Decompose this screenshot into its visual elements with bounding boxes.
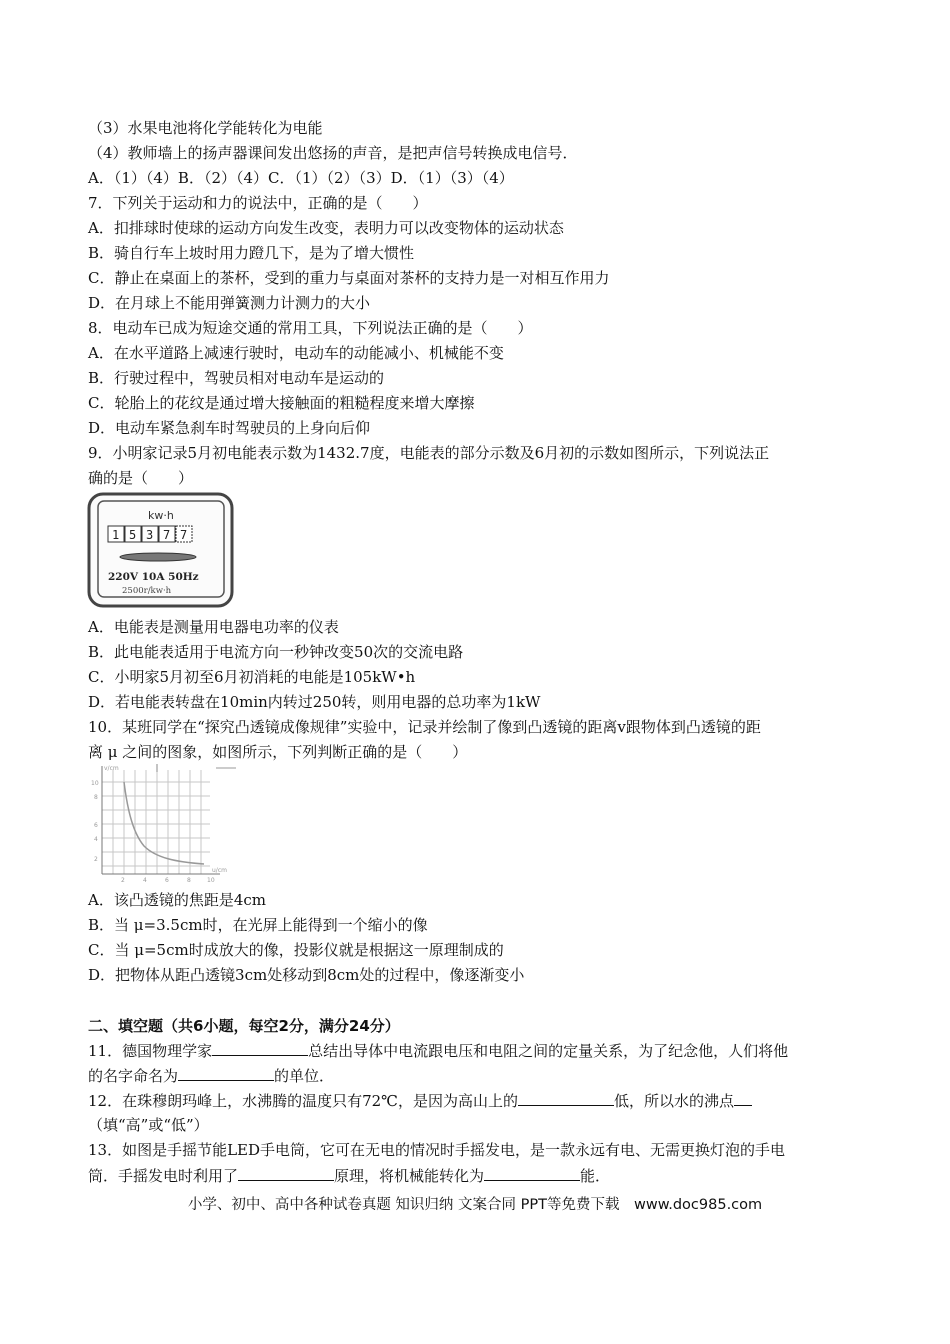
question-8: 8．电动车已成为短途交通的常用工具，下列说法正确的是（ ） <box>88 319 533 337</box>
meter-constant: 2500r/kw·h <box>122 586 172 596</box>
option-c: C．当 μ=5cm时成放大的像，投影仪就是根据这一原理制成的 <box>88 941 504 959</box>
meter-digit: 3 <box>146 528 154 542</box>
graph-xlabel: u/cm <box>212 867 227 874</box>
answer-options: A．（1）（4）B．（2）（4）C．（1）（2）（3）D．（1）（3）（4） <box>88 169 514 187</box>
option-a: A．扣排球时使球的运动方向发生改变，表明力可以改变物体的运动状态 <box>88 219 564 237</box>
question-13-cont <box>88 1165 610 1186</box>
option-b: B．此电能表适用于电流方向一秒钟改变50次的交流电路 <box>88 643 464 661</box>
option-c: C．静止在桌面上的茶杯，受到的重力与桌面对茶杯的支持力是一对相互作用力 <box>88 269 610 287</box>
option-d: D．电动车紧急刹车时驾驶员的上身向后仰 <box>88 419 371 437</box>
option-d: D．把物体从距凸透镜3cm处移动到8cm处的过程中，像逐渐变小 <box>88 966 525 984</box>
y-tick: 2 <box>94 856 98 863</box>
question-11-cont <box>88 1065 334 1086</box>
answer-blank[interactable] <box>178 1065 274 1081</box>
question-11 <box>88 1040 788 1061</box>
option-d: D．在月球上不能用弹簧测力计测力的大小 <box>88 294 371 312</box>
graph-ylabel: v/cm <box>104 765 119 772</box>
option-b: B．行驶过程中，驾驶员相对电动车是运动的 <box>88 369 385 387</box>
question-9: 9．小明家记录5月初电能表示数为1432.7度，电能表的部分示数及6月初的示数如图所示，下列说法正 <box>88 444 770 462</box>
answer-blank[interactable] <box>734 1090 752 1106</box>
meter-digit: 1 <box>112 528 120 542</box>
question-13: 13．如图是手摇节能LED手电筒，它可在无电的情况时手摇发电，是一款永远有电、无需更换灯泡的手电 <box>88 1141 786 1159</box>
section-heading: 二、填空题（共6小题，每空2分，满分24分） <box>88 1017 400 1035</box>
option-a: A．电能表是测量用电器电功率的仪表 <box>88 618 339 636</box>
lens-graph-figure <box>86 762 236 886</box>
meter-unit: kw·h <box>148 509 174 522</box>
q11-text: 11．德国物理学家 <box>88 1042 213 1060</box>
q13-text: 原理，将机械能转化为 <box>334 1167 485 1185</box>
text-line: （3）水果电池将化学能转化为电能 <box>88 119 323 137</box>
x-tick: 4 <box>143 877 147 884</box>
meter-digit: 7 <box>180 528 188 542</box>
y-tick: 6 <box>94 822 98 829</box>
question-12 <box>88 1090 752 1111</box>
option-a: A．该凸透镜的焦距是4cm <box>88 891 267 909</box>
meter-rating: 220V 10A 50Hz <box>108 571 199 583</box>
electric-meter-figure <box>86 492 236 610</box>
meter-disc <box>120 553 196 561</box>
q11-text: 总结出导体中电流跟电压和电阻之间的定量关系，为了纪念他，人们将他 <box>308 1042 789 1060</box>
meter-digits <box>108 526 192 542</box>
answer-blank[interactable] <box>212 1040 308 1056</box>
x-tick: 8 <box>187 877 191 884</box>
option-b: B．骑自行车上坡时用力蹬几下，是为了增大惯性 <box>88 244 415 262</box>
q11-text: 的单位． <box>274 1067 335 1085</box>
y-tick: 4 <box>94 836 98 843</box>
y-tick: 8 <box>94 794 98 801</box>
q11-text: 的名字命名为 <box>88 1067 179 1085</box>
text-line: （4）教师墙上的扬声器课间发出悠扬的声音，是把声信号转换成电信号． <box>88 144 578 162</box>
answer-blank[interactable] <box>238 1165 334 1181</box>
question-7: 7．下列关于运动和力的说法中，正确的是（ ） <box>88 194 428 212</box>
answer-blank[interactable] <box>518 1090 614 1106</box>
meter-digit: 7 <box>163 528 171 542</box>
x-tick: 6 <box>165 877 169 884</box>
option-a: A．在水平道路上减速行驶时，电动车的动能减小、机械能不变 <box>88 344 504 362</box>
y-tick: 10 <box>91 780 99 787</box>
q13-text: 筒．手摇发电时利用了 <box>88 1167 239 1185</box>
question-10-cont: 离 μ 之间的图象，如图所示，下列判断正确的是（ ） <box>88 743 468 761</box>
question-10: 10．某班同学在“探究凸透镜成像规律”实验中，记录并绘制了像到凸透镜的距离v跟物体到凸透镜的距 <box>88 718 761 736</box>
q12-text: 低，所以水的沸点 <box>613 1092 734 1110</box>
option-b: B．当 μ=3.5cm时，在光屏上能得到一个缩小的像 <box>88 916 428 934</box>
option-c: C．小明家5月初至6月初消耗的电能是105kW•h <box>88 668 416 686</box>
answer-blank[interactable] <box>484 1165 580 1181</box>
question-12-cont: （填“高”或“低”） <box>88 1116 209 1134</box>
page-footer: 小学、初中、高中各种试卷真题 知识归纳 文案合同 PPT等免费下载 www.doc985.com <box>187 1197 763 1213</box>
x-tick: 2 <box>121 877 125 884</box>
meter-digit: 5 <box>129 528 137 542</box>
question-9-cont: 确的是（ ） <box>88 469 194 487</box>
x-tick: 10 <box>207 877 215 884</box>
q12-text: 12．在珠穆朗玛峰上，水沸腾的温度只有72℃，是因为高山上的 <box>88 1092 518 1110</box>
q13-text: 能． <box>580 1167 611 1185</box>
option-c: C．轮胎上的花纹是通过增大接触面的粗糙程度来增大摩擦 <box>88 394 475 412</box>
option-d: D．若电能表转盘在10min内转过250转，则用电器的总功率为1kW <box>88 693 541 711</box>
